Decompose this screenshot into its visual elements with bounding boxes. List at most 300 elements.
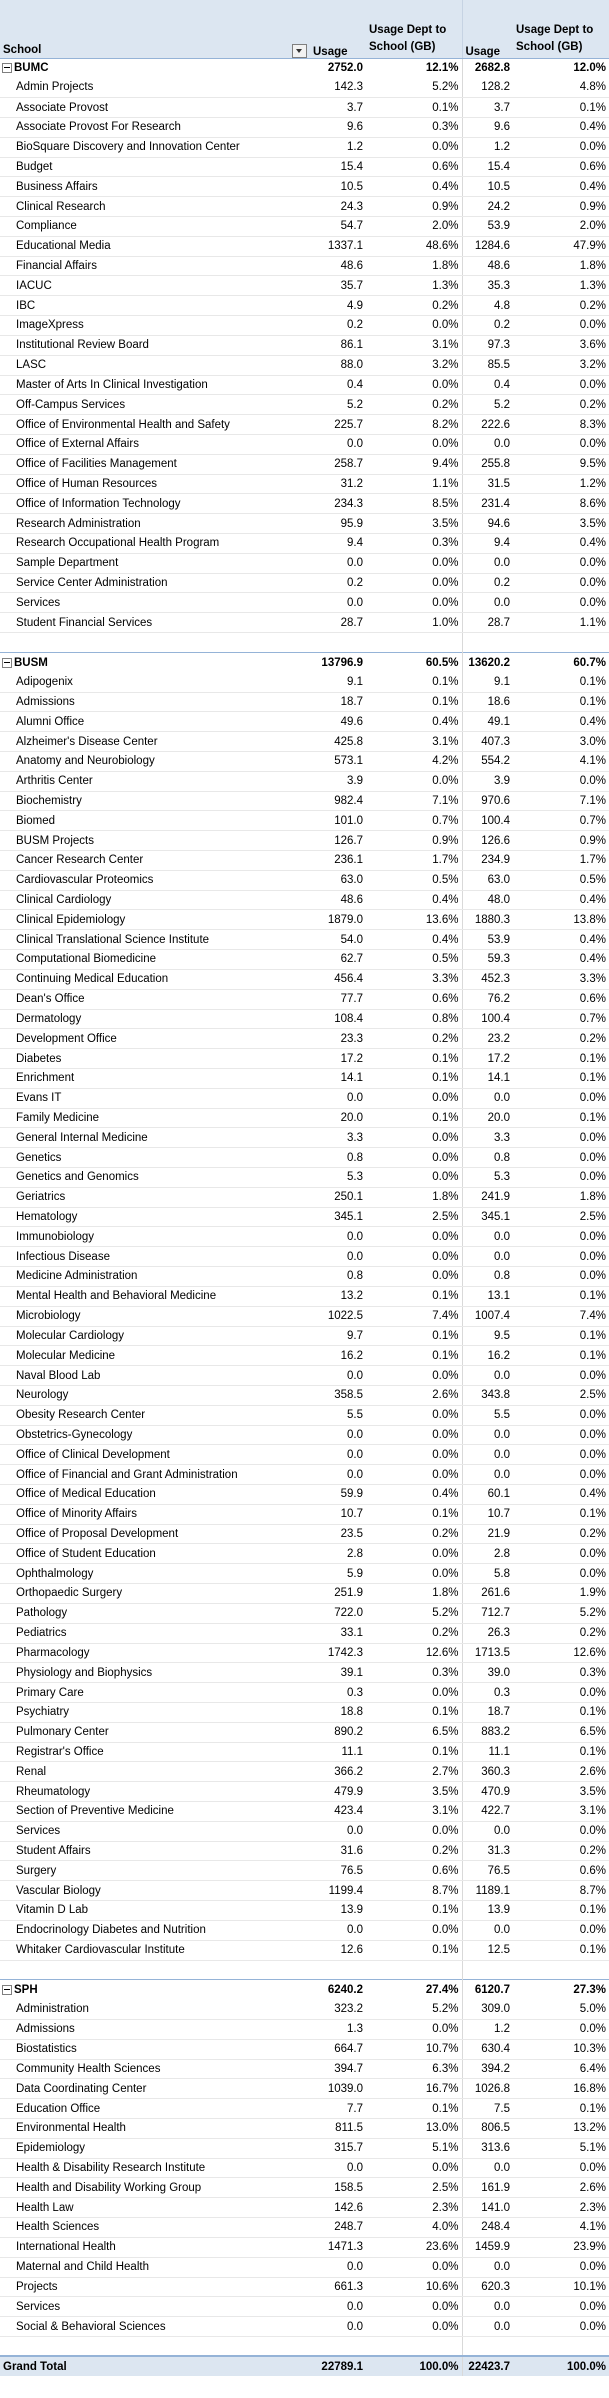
pct-1-cell[interactable]: 0.0% (366, 1366, 462, 1386)
pct-2-cell[interactable]: 6.4% (513, 2059, 609, 2079)
department-name-cell[interactable]: Health and Disability Working Group (0, 2178, 310, 2198)
empty-cell[interactable] (462, 1960, 513, 1980)
column-header-usage-1[interactable] (310, 0, 366, 58)
pct-1-cell[interactable]: 0.9% (366, 197, 462, 217)
department-name-cell[interactable]: Community Health Sciences (0, 2059, 310, 2079)
usage-1-cell[interactable]: 664.7 (310, 2039, 366, 2059)
department-name-cell[interactable]: Computational Biomedicine (0, 950, 310, 970)
pct-2-cell[interactable]: 0.2% (513, 1623, 609, 1643)
usage-1-cell[interactable]: 0.2 (310, 316, 366, 336)
pct-2-cell[interactable]: 0.2% (513, 1841, 609, 1861)
pct-1-cell[interactable]: 6.3% (366, 2059, 462, 2079)
usage-1-cell[interactable]: 63.0 (310, 870, 366, 890)
department-name-cell[interactable]: Epidemiology (0, 2138, 310, 2158)
empty-cell[interactable] (366, 1960, 462, 1980)
column-header-school[interactable] (0, 0, 310, 58)
usage-1-cell[interactable]: 9.7 (310, 1326, 366, 1346)
usage-2-cell[interactable]: 48.6 (462, 256, 513, 276)
pct-2-cell[interactable]: 0.0% (513, 1247, 609, 1267)
pct-2-cell[interactable]: 0.4% (513, 534, 609, 554)
empty-cell[interactable] (310, 1960, 366, 1980)
usage-2-cell[interactable]: 470.9 (462, 1782, 513, 1802)
pct-1-cell[interactable]: 0.0% (366, 1465, 462, 1485)
department-name-cell[interactable]: Vascular Biology (0, 1881, 310, 1901)
pct-2-cell[interactable]: 0.2% (513, 395, 609, 415)
empty-cell[interactable] (0, 2336, 310, 2356)
usage-2-cell[interactable]: 234.9 (462, 851, 513, 871)
department-name-cell[interactable]: Development Office (0, 1029, 310, 1049)
usage-2-cell[interactable]: 7.5 (462, 2099, 513, 2119)
pct-2-cell[interactable]: 0.4% (513, 117, 609, 137)
usage-1-cell[interactable]: 1.3 (310, 2019, 366, 2039)
pct-2-cell[interactable]: 0.2% (513, 296, 609, 316)
usage-1-cell[interactable]: 1471.3 (310, 2237, 366, 2257)
grand-total-label[interactable]: Grand Total (0, 2356, 310, 2376)
pct-1-cell[interactable]: 0.1% (366, 98, 462, 118)
pct-1-cell[interactable]: 8.5% (366, 494, 462, 514)
department-name-cell[interactable]: Office of Information Technology (0, 494, 310, 514)
department-name-cell[interactable]: Clinical Cardiology (0, 890, 310, 910)
usage-2-cell[interactable]: 2.8 (462, 1544, 513, 1564)
pct-2-cell[interactable]: 0.1% (513, 1346, 609, 1366)
department-name-cell[interactable]: Pharmacology (0, 1643, 310, 1663)
pct-1-cell[interactable]: 0.1% (366, 672, 462, 692)
department-name-cell[interactable]: Alzheimer's Disease Center (0, 732, 310, 752)
pct-2-cell[interactable]: 0.3% (513, 1663, 609, 1683)
usage-1-cell[interactable]: 23.5 (310, 1524, 366, 1544)
usage-2-cell[interactable]: 16.2 (462, 1346, 513, 1366)
pct-1-cell[interactable]: 0.4% (366, 930, 462, 950)
pct-2-cell[interactable]: 0.9% (513, 197, 609, 217)
pct-1-cell[interactable]: 0.1% (366, 1346, 462, 1366)
usage-1-cell[interactable]: 31.2 (310, 474, 366, 494)
usage-1-cell[interactable]: 88.0 (310, 355, 366, 375)
department-name-cell[interactable]: Clinical Research (0, 197, 310, 217)
usage-2-cell[interactable]: 18.6 (462, 692, 513, 712)
usage-2-cell[interactable]: 12.5 (462, 1940, 513, 1960)
pct-2-cell[interactable]: 2.5% (513, 1207, 609, 1227)
pct-2-cell[interactable]: 0.4% (513, 930, 609, 950)
usage-2-cell[interactable]: 231.4 (462, 494, 513, 514)
department-name-cell[interactable]: Services (0, 2297, 310, 2317)
group-usage-1[interactable]: 6240.2 (310, 1980, 366, 2000)
department-name-cell[interactable]: Off-Campus Services (0, 395, 310, 415)
usage-2-cell[interactable]: 261.6 (462, 1584, 513, 1604)
pct-1-cell[interactable]: 0.0% (366, 2257, 462, 2277)
usage-1-cell[interactable]: 890.2 (310, 1722, 366, 1742)
usage-1-cell[interactable]: 15.4 (310, 157, 366, 177)
department-name-cell[interactable]: Dermatology (0, 1009, 310, 1029)
usage-2-cell[interactable]: 9.1 (462, 672, 513, 692)
pct-1-cell[interactable]: 0.0% (366, 1564, 462, 1584)
department-name-cell[interactable]: Genetics and Genomics (0, 1168, 310, 1188)
usage-1-cell[interactable]: 0.0 (310, 1445, 366, 1465)
pct-1-cell[interactable]: 0.1% (366, 1742, 462, 1762)
department-name-cell[interactable]: Pulmonary Center (0, 1722, 310, 1742)
usage-1-cell[interactable]: 425.8 (310, 732, 366, 752)
pct-1-cell[interactable]: 0.5% (366, 870, 462, 890)
usage-1-cell[interactable]: 23.3 (310, 1029, 366, 1049)
usage-2-cell[interactable]: 407.3 (462, 732, 513, 752)
pct-2-cell[interactable]: 6.5% (513, 1722, 609, 1742)
usage-1-cell[interactable]: 1.2 (310, 137, 366, 157)
pct-2-cell[interactable]: 5.2% (513, 1603, 609, 1623)
pct-2-cell[interactable]: 16.8% (513, 2079, 609, 2099)
usage-2-cell[interactable]: 48.0 (462, 890, 513, 910)
usage-1-cell[interactable]: 479.9 (310, 1782, 366, 1802)
usage-1-cell[interactable]: 358.5 (310, 1385, 366, 1405)
usage-1-cell[interactable]: 0.0 (310, 2257, 366, 2277)
pct-2-cell[interactable]: 47.9% (513, 236, 609, 256)
usage-1-cell[interactable]: 5.9 (310, 1564, 366, 1584)
usage-1-cell[interactable]: 24.3 (310, 197, 366, 217)
pct-2-cell[interactable]: 0.1% (513, 692, 609, 712)
pct-2-cell[interactable]: 3.1% (513, 1802, 609, 1822)
usage-2-cell[interactable]: 0.8 (462, 1148, 513, 1168)
usage-2-cell[interactable]: 20.0 (462, 1108, 513, 1128)
pct-2-cell[interactable]: 1.2% (513, 474, 609, 494)
pct-2-cell[interactable]: 0.0% (513, 1128, 609, 1148)
department-name-cell[interactable]: Master of Arts In Clinical Investigation (0, 375, 310, 395)
usage-1-cell[interactable]: 0.0 (310, 1465, 366, 1485)
usage-1-cell[interactable]: 0.4 (310, 375, 366, 395)
pct-2-cell[interactable]: 0.0% (513, 1405, 609, 1425)
usage-1-cell[interactable]: 250.1 (310, 1187, 366, 1207)
usage-1-cell[interactable]: 126.7 (310, 831, 366, 851)
usage-1-cell[interactable]: 142.6 (310, 2198, 366, 2218)
usage-2-cell[interactable]: 4.8 (462, 296, 513, 316)
pct-1-cell[interactable]: 13.6% (366, 910, 462, 930)
department-name-cell[interactable]: Psychiatry (0, 1702, 310, 1722)
usage-1-cell[interactable]: 1879.0 (310, 910, 366, 930)
group-usage-2[interactable]: 2682.8 (462, 58, 513, 78)
usage-1-cell[interactable]: 1199.4 (310, 1881, 366, 1901)
department-name-cell[interactable]: IBC (0, 296, 310, 316)
group-usage-1[interactable]: 2752.0 (310, 58, 366, 78)
usage-1-cell[interactable]: 0.2 (310, 573, 366, 593)
pct-2-cell[interactable]: 0.0% (513, 1920, 609, 1940)
usage-2-cell[interactable]: 0.0 (462, 593, 513, 613)
pct-2-cell[interactable]: 0.0% (513, 1148, 609, 1168)
usage-1-cell[interactable]: 1022.5 (310, 1306, 366, 1326)
pct-2-cell[interactable]: 5.1% (513, 2138, 609, 2158)
pct-1-cell[interactable]: 0.1% (366, 2099, 462, 2119)
pct-2-cell[interactable]: 3.3% (513, 969, 609, 989)
usage-1-cell[interactable]: 76.5 (310, 1861, 366, 1881)
pct-1-cell[interactable]: 7.4% (366, 1306, 462, 1326)
usage-1-cell[interactable]: 108.4 (310, 1009, 366, 1029)
pct-2-cell[interactable]: 0.0% (513, 2257, 609, 2277)
empty-cell[interactable] (513, 633, 609, 653)
usage-2-cell[interactable]: 63.0 (462, 870, 513, 890)
grand-total-pct-1[interactable]: 100.0% (366, 2356, 462, 2376)
usage-2-cell[interactable]: 883.2 (462, 1722, 513, 1742)
department-name-cell[interactable]: Renal (0, 1762, 310, 1782)
pct-1-cell[interactable]: 0.0% (366, 1920, 462, 1940)
usage-2-cell[interactable]: 31.3 (462, 1841, 513, 1861)
pct-2-cell[interactable]: 9.5% (513, 454, 609, 474)
usage-2-cell[interactable]: 1189.1 (462, 1881, 513, 1901)
pct-1-cell[interactable]: 0.0% (366, 1267, 462, 1287)
usage-1-cell[interactable]: 0.8 (310, 1267, 366, 1287)
empty-cell[interactable] (513, 2336, 609, 2356)
pct-2-cell[interactable]: 0.1% (513, 1049, 609, 1069)
usage-2-cell[interactable]: 0.0 (462, 1445, 513, 1465)
usage-2-cell[interactable]: 0.0 (462, 1465, 513, 1485)
department-name-cell[interactable]: Medicine Administration (0, 1267, 310, 1287)
department-name-cell[interactable]: Mental Health and Behavioral Medicine (0, 1286, 310, 1306)
usage-1-cell[interactable]: 48.6 (310, 256, 366, 276)
usage-2-cell[interactable]: 970.6 (462, 791, 513, 811)
pct-1-cell[interactable]: 0.0% (366, 1425, 462, 1445)
usage-1-cell[interactable]: 394.7 (310, 2059, 366, 2079)
usage-2-cell[interactable]: 0.0 (462, 553, 513, 573)
pct-2-cell[interactable]: 0.0% (513, 593, 609, 613)
pct-1-cell[interactable]: 1.3% (366, 276, 462, 296)
department-name-cell[interactable]: Microbiology (0, 1306, 310, 1326)
pct-1-cell[interactable]: 1.1% (366, 474, 462, 494)
usage-2-cell[interactable]: 0.2 (462, 573, 513, 593)
department-name-cell[interactable]: Pediatrics (0, 1623, 310, 1643)
pct-1-cell[interactable]: 1.7% (366, 851, 462, 871)
usage-2-cell[interactable]: 313.6 (462, 2138, 513, 2158)
usage-1-cell[interactable]: 0.0 (310, 1920, 366, 1940)
pct-1-cell[interactable]: 0.0% (366, 2019, 462, 2039)
department-name-cell[interactable]: Orthopaedic Surgery (0, 1584, 310, 1604)
department-name-cell[interactable]: Biostatistics (0, 2039, 310, 2059)
usage-2-cell[interactable]: 5.5 (462, 1405, 513, 1425)
pct-1-cell[interactable]: 0.1% (366, 1049, 462, 1069)
pct-2-cell[interactable]: 8.7% (513, 1881, 609, 1901)
usage-2-cell[interactable]: 360.3 (462, 1762, 513, 1782)
pct-1-cell[interactable]: 0.2% (366, 296, 462, 316)
pct-1-cell[interactable]: 0.3% (366, 534, 462, 554)
usage-2-cell[interactable]: 0.0 (462, 1920, 513, 1940)
department-name-cell[interactable]: Maternal and Child Health (0, 2257, 310, 2277)
department-name-cell[interactable]: Budget (0, 157, 310, 177)
pct-1-cell[interactable]: 0.1% (366, 1504, 462, 1524)
group-label-cell[interactable] (0, 652, 310, 672)
pct-1-cell[interactable]: 0.6% (366, 989, 462, 1009)
pct-1-cell[interactable]: 0.0% (366, 2297, 462, 2317)
usage-2-cell[interactable]: 3.7 (462, 98, 513, 118)
department-name-cell[interactable]: Physiology and Biophysics (0, 1663, 310, 1683)
usage-2-cell[interactable]: 394.2 (462, 2059, 513, 2079)
pct-1-cell[interactable]: 0.0% (366, 593, 462, 613)
usage-2-cell[interactable]: 17.2 (462, 1049, 513, 1069)
department-name-cell[interactable]: Diabetes (0, 1049, 310, 1069)
pct-1-cell[interactable]: 0.0% (366, 1227, 462, 1247)
usage-2-cell[interactable]: 10.5 (462, 177, 513, 197)
usage-2-cell[interactable]: 309.0 (462, 2000, 513, 2020)
usage-2-cell[interactable]: 10.7 (462, 1504, 513, 1524)
pct-2-cell[interactable]: 1.7% (513, 851, 609, 871)
pct-2-cell[interactable]: 4.8% (513, 78, 609, 98)
usage-2-cell[interactable]: 1284.6 (462, 236, 513, 256)
department-name-cell[interactable]: BioSquare Discovery and Innovation Center (0, 137, 310, 157)
pct-1-cell[interactable]: 0.6% (366, 1861, 462, 1881)
usage-2-cell[interactable]: 0.0 (462, 434, 513, 454)
usage-2-cell[interactable]: 3.9 (462, 771, 513, 791)
pct-2-cell[interactable]: 0.1% (513, 1286, 609, 1306)
usage-1-cell[interactable]: 13.9 (310, 1901, 366, 1921)
pct-1-cell[interactable]: 0.2% (366, 1841, 462, 1861)
department-name-cell[interactable]: Compliance (0, 217, 310, 237)
pct-1-cell[interactable]: 5.2% (366, 78, 462, 98)
group-label-cell[interactable] (0, 58, 310, 78)
pct-2-cell[interactable]: 0.0% (513, 434, 609, 454)
usage-2-cell[interactable]: 11.1 (462, 1742, 513, 1762)
pct-1-cell[interactable]: 3.3% (366, 969, 462, 989)
pct-1-cell[interactable]: 0.0% (366, 573, 462, 593)
pct-2-cell[interactable]: 2.0% (513, 217, 609, 237)
usage-2-cell[interactable]: 161.9 (462, 2178, 513, 2198)
pct-1-cell[interactable]: 12.6% (366, 1643, 462, 1663)
usage-2-cell[interactable]: 23.2 (462, 1029, 513, 1049)
usage-1-cell[interactable]: 248.7 (310, 2218, 366, 2238)
pct-1-cell[interactable]: 7.1% (366, 791, 462, 811)
department-name-cell[interactable]: Office of Clinical Development (0, 1445, 310, 1465)
usage-2-cell[interactable]: 1.2 (462, 137, 513, 157)
department-name-cell[interactable]: Biomed (0, 811, 310, 831)
group-pct-2[interactable]: 27.3% (513, 1980, 609, 2000)
pct-1-cell[interactable]: 0.4% (366, 177, 462, 197)
pct-2-cell[interactable]: 1.3% (513, 276, 609, 296)
department-name-cell[interactable]: IACUC (0, 276, 310, 296)
usage-1-cell[interactable]: 225.7 (310, 415, 366, 435)
usage-1-cell[interactable]: 0.0 (310, 1366, 366, 1386)
department-name-cell[interactable]: Sample Department (0, 553, 310, 573)
usage-2-cell[interactable]: 0.2 (462, 316, 513, 336)
pct-2-cell[interactable]: 2.6% (513, 1762, 609, 1782)
usage-1-cell[interactable]: 158.5 (310, 2178, 366, 2198)
pct-1-cell[interactable]: 3.1% (366, 732, 462, 752)
usage-1-cell[interactable]: 2.8 (310, 1544, 366, 1564)
usage-1-cell[interactable]: 661.3 (310, 2277, 366, 2297)
usage-2-cell[interactable]: 0.8 (462, 1267, 513, 1287)
usage-2-cell[interactable]: 53.9 (462, 217, 513, 237)
usage-1-cell[interactable]: 573.1 (310, 751, 366, 771)
pct-2-cell[interactable]: 1.8% (513, 256, 609, 276)
department-name-cell[interactable]: Office of Financial and Grant Administration (0, 1465, 310, 1485)
usage-2-cell[interactable]: 94.6 (462, 514, 513, 534)
usage-1-cell[interactable]: 722.0 (310, 1603, 366, 1623)
usage-1-cell[interactable]: 17.2 (310, 1049, 366, 1069)
department-name-cell[interactable]: Primary Care (0, 1683, 310, 1703)
usage-2-cell[interactable]: 5.3 (462, 1168, 513, 1188)
group-usage-2[interactable]: 13620.2 (462, 652, 513, 672)
pct-1-cell[interactable]: 0.0% (366, 434, 462, 454)
usage-1-cell[interactable]: 14.1 (310, 1068, 366, 1088)
department-name-cell[interactable]: Evans IT (0, 1088, 310, 1108)
pct-2-cell[interactable]: 0.2% (513, 1029, 609, 1049)
pct-1-cell[interactable]: 0.0% (366, 137, 462, 157)
column-header-usage-2[interactable] (462, 0, 513, 58)
department-name-cell[interactable]: Arthritis Center (0, 771, 310, 791)
pct-1-cell[interactable]: 4.2% (366, 751, 462, 771)
pct-2-cell[interactable]: 0.9% (513, 831, 609, 851)
empty-cell[interactable] (513, 1960, 609, 1980)
pct-2-cell[interactable]: 3.2% (513, 355, 609, 375)
pct-2-cell[interactable]: 0.0% (513, 375, 609, 395)
pct-1-cell[interactable]: 5.2% (366, 1603, 462, 1623)
usage-1-cell[interactable]: 59.9 (310, 1485, 366, 1505)
pct-1-cell[interactable]: 0.1% (366, 1940, 462, 1960)
pct-1-cell[interactable]: 0.4% (366, 1485, 462, 1505)
department-name-cell[interactable]: Health Law (0, 2198, 310, 2218)
usage-1-cell[interactable]: 5.5 (310, 1405, 366, 1425)
department-name-cell[interactable]: Associate Provost For Research (0, 117, 310, 137)
pct-1-cell[interactable]: 0.8% (366, 1009, 462, 1029)
usage-2-cell[interactable]: 18.7 (462, 1702, 513, 1722)
pct-2-cell[interactable]: 0.0% (513, 573, 609, 593)
usage-1-cell[interactable]: 982.4 (310, 791, 366, 811)
usage-1-cell[interactable]: 236.1 (310, 851, 366, 871)
department-name-cell[interactable]: Health Sciences (0, 2218, 310, 2238)
department-name-cell[interactable]: Dean's Office (0, 989, 310, 1009)
pct-2-cell[interactable]: 0.1% (513, 1504, 609, 1524)
department-name-cell[interactable]: Institutional Review Board (0, 335, 310, 355)
pct-2-cell[interactable]: 0.4% (513, 177, 609, 197)
usage-2-cell[interactable]: 1880.3 (462, 910, 513, 930)
usage-1-cell[interactable]: 35.7 (310, 276, 366, 296)
department-name-cell[interactable]: Enrichment (0, 1068, 310, 1088)
pct-1-cell[interactable]: 0.6% (366, 157, 462, 177)
department-name-cell[interactable]: Immunobiology (0, 1227, 310, 1247)
department-name-cell[interactable]: Section of Preventive Medicine (0, 1802, 310, 1822)
usage-2-cell[interactable]: 100.4 (462, 811, 513, 831)
pct-2-cell[interactable]: 0.0% (513, 1465, 609, 1485)
pct-2-cell[interactable]: 0.1% (513, 1108, 609, 1128)
department-name-cell[interactable]: Clinical Epidemiology (0, 910, 310, 930)
usage-2-cell[interactable]: 141.0 (462, 2198, 513, 2218)
usage-1-cell[interactable]: 9.4 (310, 534, 366, 554)
usage-1-cell[interactable]: 0.0 (310, 593, 366, 613)
usage-1-cell[interactable]: 62.7 (310, 950, 366, 970)
usage-2-cell[interactable]: 13.1 (462, 1286, 513, 1306)
collapse-toggle-icon[interactable] (2, 1985, 12, 1995)
collapse-toggle-icon[interactable] (2, 658, 12, 668)
pct-2-cell[interactable]: 0.0% (513, 1366, 609, 1386)
pct-2-cell[interactable]: 0.0% (513, 1425, 609, 1445)
usage-1-cell[interactable]: 9.6 (310, 117, 366, 137)
pct-1-cell[interactable]: 2.5% (366, 2178, 462, 2198)
usage-2-cell[interactable]: 0.0 (462, 2158, 513, 2178)
pct-1-cell[interactable]: 1.8% (366, 256, 462, 276)
department-name-cell[interactable]: Cancer Research Center (0, 851, 310, 871)
department-name-cell[interactable]: Surgery (0, 1861, 310, 1881)
department-name-cell[interactable]: BUSM Projects (0, 831, 310, 851)
department-name-cell[interactable]: Office of Facilities Management (0, 454, 310, 474)
pct-1-cell[interactable]: 48.6% (366, 236, 462, 256)
usage-2-cell[interactable]: 9.6 (462, 117, 513, 137)
department-name-cell[interactable]: LASC (0, 355, 310, 375)
usage-2-cell[interactable]: 630.4 (462, 2039, 513, 2059)
pct-1-cell[interactable]: 0.0% (366, 2317, 462, 2337)
pct-2-cell[interactable]: 0.0% (513, 137, 609, 157)
pct-1-cell[interactable]: 16.7% (366, 2079, 462, 2099)
department-name-cell[interactable]: Research Occupational Health Program (0, 534, 310, 554)
department-name-cell[interactable]: Services (0, 593, 310, 613)
department-name-cell[interactable]: Educational Media (0, 236, 310, 256)
pct-1-cell[interactable]: 0.0% (366, 1683, 462, 1703)
pct-1-cell[interactable]: 0.1% (366, 692, 462, 712)
usage-2-cell[interactable]: 97.3 (462, 335, 513, 355)
usage-2-cell[interactable]: 76.2 (462, 989, 513, 1009)
usage-1-cell[interactable]: 142.3 (310, 78, 366, 98)
department-name-cell[interactable]: Environmental Health (0, 2119, 310, 2139)
usage-2-cell[interactable]: 53.9 (462, 930, 513, 950)
